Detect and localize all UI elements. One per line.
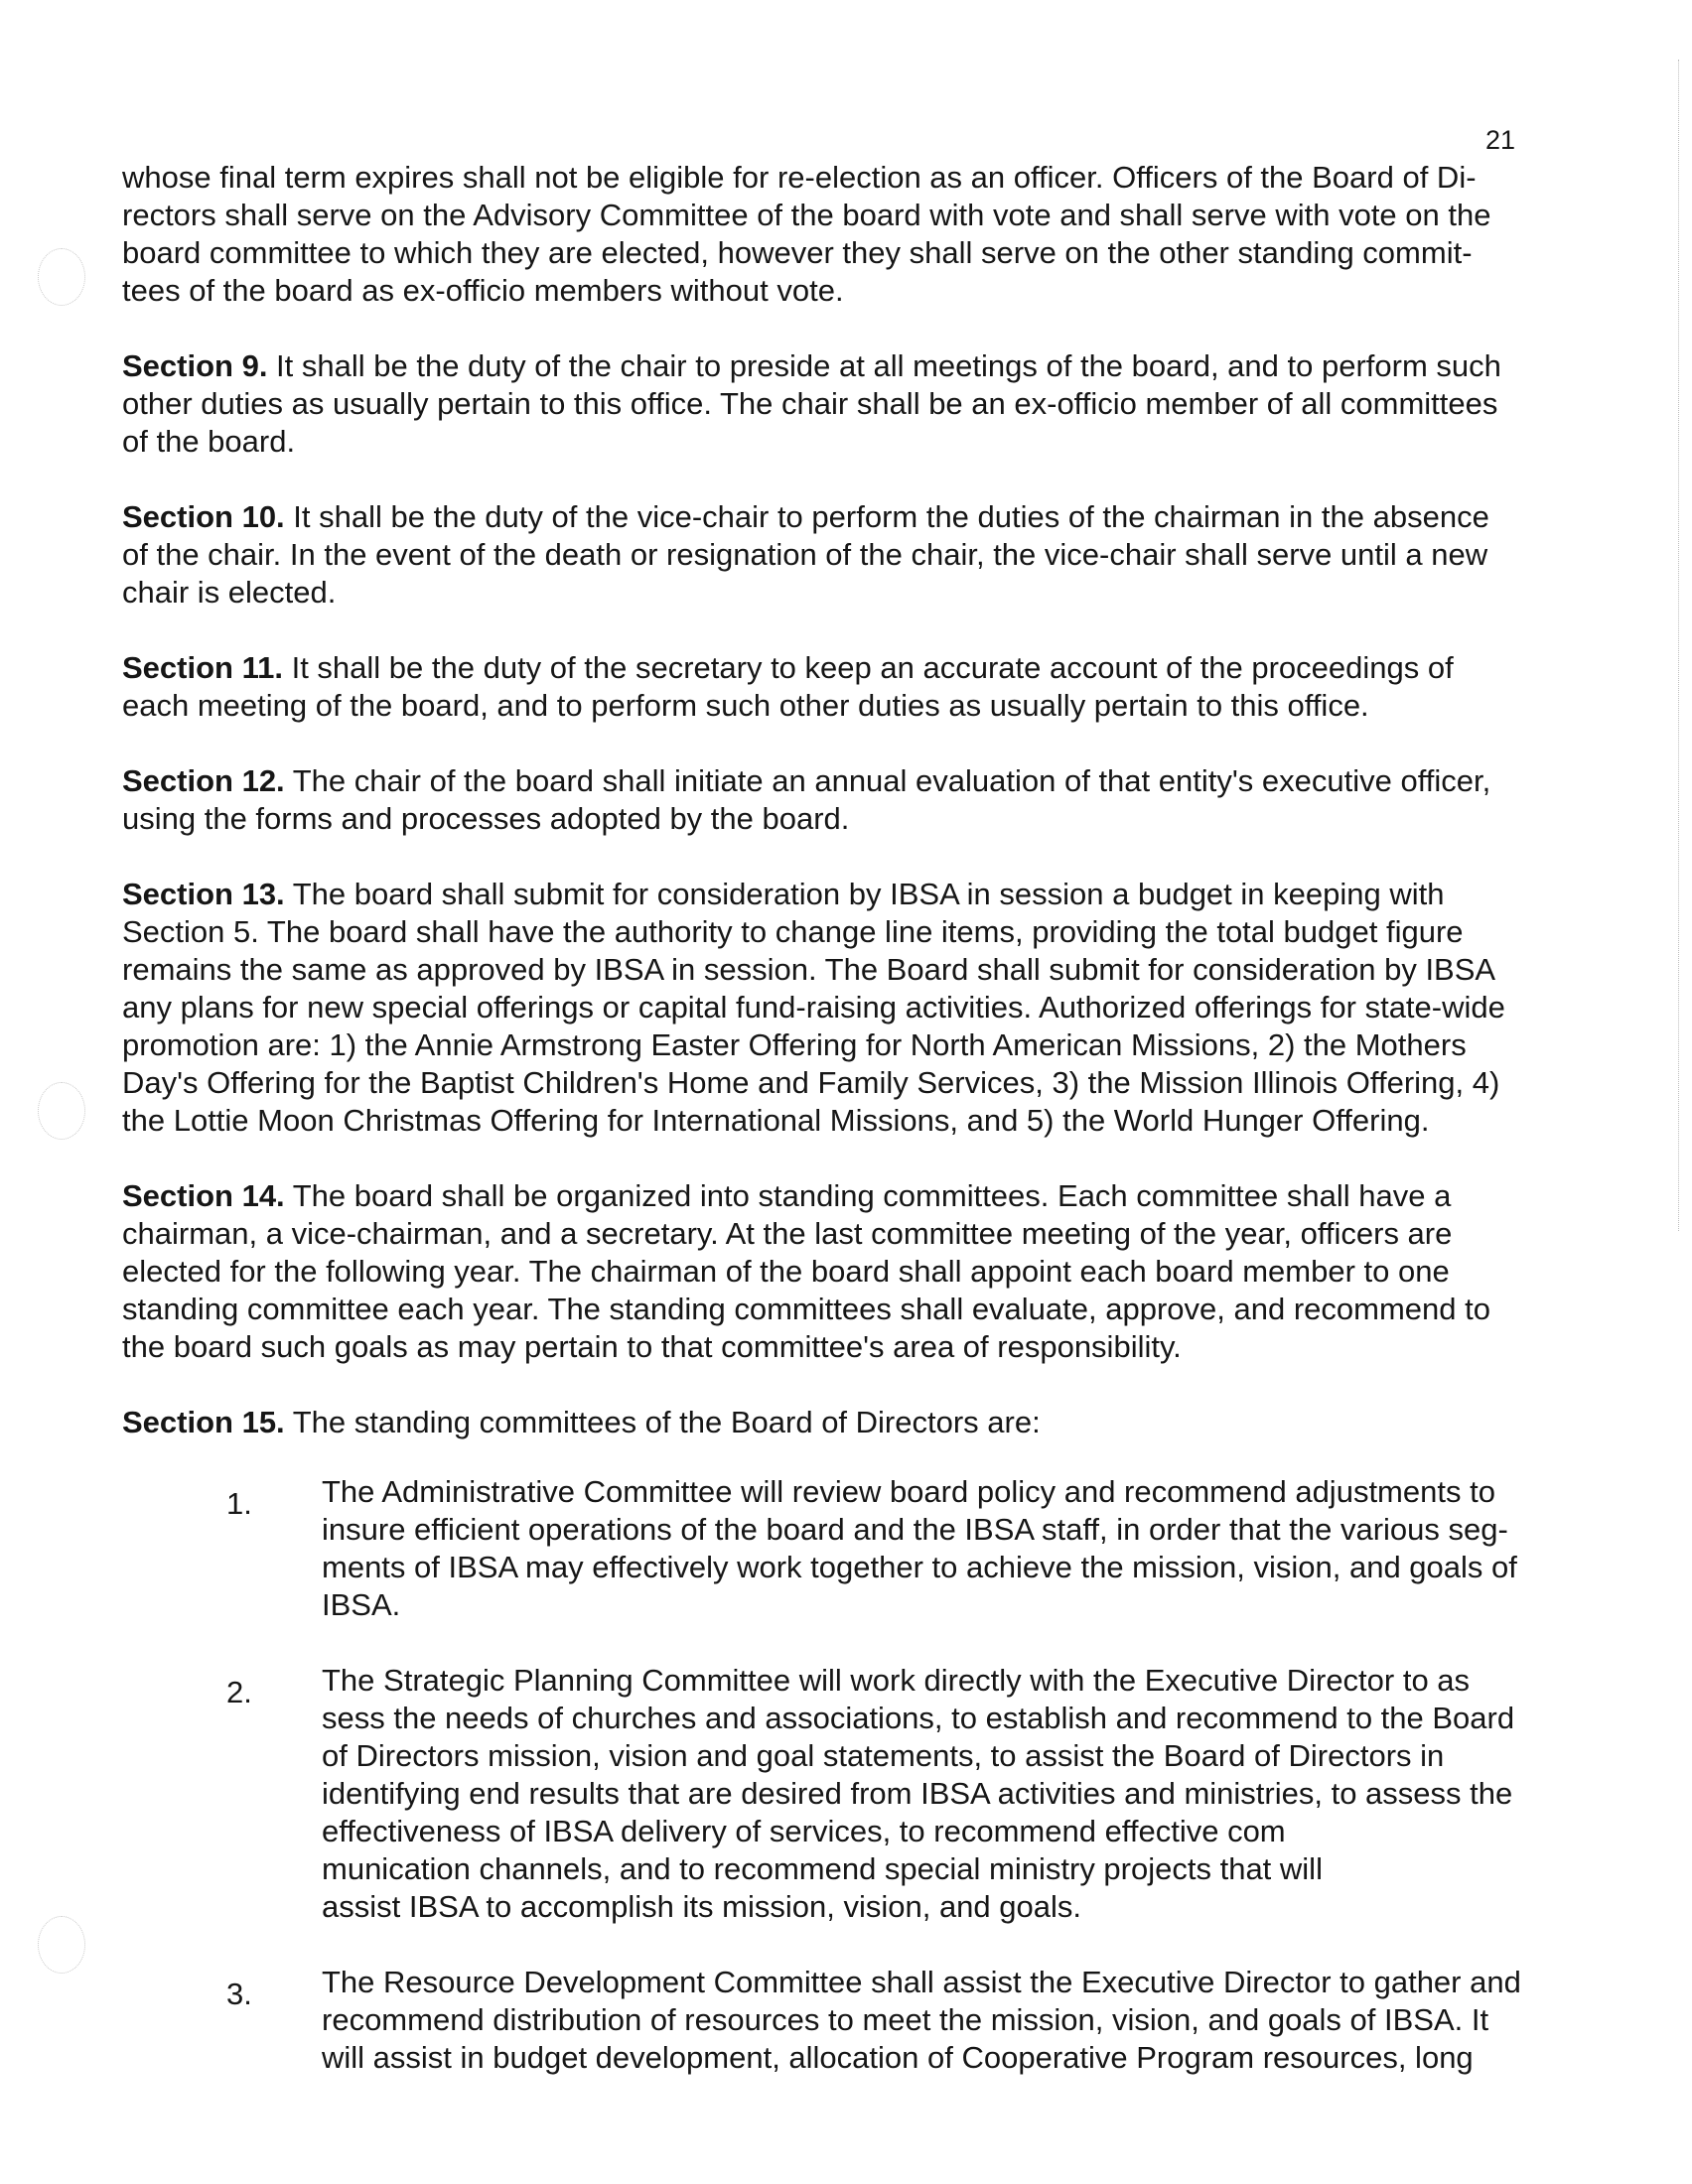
paragraph-continuation — [122, 159, 1532, 310]
text-line: The board shall submit for consideration by IBSA in session a budget in keeping with — [284, 877, 1445, 911]
text-line: insure efficient operations of the board and the IBSA staff, in order that the various seg- — [322, 1512, 1508, 1547]
text-line: Section 5. The board shall have the authority to change line items, providing the total budget figure — [122, 914, 1464, 949]
list-number: 2. — [226, 1675, 252, 1709]
text-line: recommend distribution of resources to meet the mission, vision, and goals of IBSA. It — [322, 2002, 1489, 2037]
text-line: whose final term expires shall not be eligible for re-election as an officer. Officers of the Board of Di- — [122, 160, 1477, 195]
text-line: each meeting of the board, and to perform such other duties as usually pertain to this office. — [122, 688, 1369, 723]
text-line: of the chair. In the event of the death or resignation of the chair, the vice-chair shall serve until a new — [122, 537, 1488, 572]
list-item — [122, 1662, 1532, 1926]
section-14 — [122, 1177, 1532, 1366]
section-label: Section 14. — [122, 1178, 285, 1213]
text-line: The Administrative Committee will review board policy and recommend adjustments to — [322, 1474, 1495, 1509]
text-line: assist IBSA to accomplish its mission, vision, and goals. — [322, 1889, 1081, 1924]
section-label: Section 12. — [122, 763, 285, 798]
section-13 — [122, 876, 1532, 1140]
text-line: munication channels, and to recommend special ministry projects that will — [322, 1851, 1323, 1886]
text-line: chair is elected. — [122, 575, 337, 610]
text-line: The Strategic Planning Committee will work directly with the Executive Director to as — [322, 1663, 1471, 1698]
list-item — [122, 1473, 1532, 1624]
text-line: other duties as usually pertain to this office. The chair shall be an ex-officio member of all committees — [122, 386, 1498, 421]
text-line: ments of IBSA may effectively work together to achieve the mission, vision, and goals of — [322, 1550, 1517, 1584]
scan-edge-line — [1678, 60, 1680, 1231]
text-line: of Directors mission, vision and goal statements, to assist the Board of Directors in — [322, 1738, 1445, 1773]
text-line: Day's Offering for the Baptist Children's Home and Family Services, 3) the Mission Illinois Offering, 4) — [122, 1065, 1500, 1100]
standing-committees-list — [122, 1473, 1532, 2077]
text-line: sess the needs of churches and associations, to establish and recommend to the Board — [322, 1701, 1515, 1735]
section-label: Section 15. — [122, 1405, 285, 1439]
section-label: Section 10. — [122, 499, 285, 534]
text-line: The chair of the board shall initiate an annual evaluation of that entity's executive officer, — [284, 763, 1491, 798]
list-item — [122, 1964, 1532, 2077]
text-line: rectors shall serve on the Advisory Committee of the board with vote and shall serve with vote on the — [122, 198, 1491, 232]
text-line: tees of the board as ex-officio members without vote. — [122, 273, 844, 308]
text-line: It shall be the duty of the secretary to keep an accurate account of the proceedings of — [282, 650, 1454, 685]
text-line: It shall be the duty of the vice-chair to perform the duties of the chairman in the absence — [284, 499, 1489, 534]
section-9 — [122, 347, 1532, 461]
text-line: the Lottie Moon Christmas Offering for International Missions, and 5) the World Hunger Offering. — [122, 1103, 1430, 1138]
text-line: IBSA. — [322, 1587, 401, 1622]
text-line: the board such goals as may pertain to that committee's area of responsibility. — [122, 1329, 1182, 1364]
document-body — [122, 159, 1532, 2115]
text-line: board committee to which they are elected, however they shall serve on the other standing commit- — [122, 235, 1473, 270]
text-line: identifying end results that are desired from IBSA activities and ministries, to assess the — [322, 1776, 1513, 1811]
text-line: The board shall be organized into standing committees. Each committee shall have a — [284, 1178, 1452, 1213]
text-line: any plans for new special offerings or capital fund-raising activities. Authorized offerings for state-wide — [122, 990, 1505, 1024]
text-line: remains the same as approved by IBSA in session. The Board shall submit for consideration by IBSA — [122, 952, 1496, 987]
section-12 — [122, 762, 1532, 838]
section-label: Section 11. — [122, 650, 283, 685]
punch-hole-bottom — [38, 1916, 85, 1974]
text-line: using the forms and processes adopted by the board. — [122, 801, 850, 836]
text-line: The standing committees of the Board of Directors are: — [284, 1405, 1041, 1439]
section-10 — [122, 498, 1532, 612]
text-line: The Resource Development Committee shall assist the Executive Director to gather and — [322, 1965, 1521, 1999]
punch-hole-middle — [38, 1082, 85, 1140]
text-line: elected for the following year. The chairman of the board shall appoint each board member to one — [122, 1254, 1450, 1289]
text-line: promotion are: 1) the Annie Armstrong Easter Offering for North American Missions, 2) the Mothers — [122, 1027, 1467, 1062]
list-number: 1. — [226, 1486, 252, 1521]
list-number: 3. — [226, 1977, 252, 2011]
text-line: will assist in budget development, allocation of Cooperative Program resources, long — [322, 2040, 1474, 2075]
section-15 — [122, 1404, 1532, 1441]
text-line: chairman, a vice-chairman, and a secretary. At the last committee meeting of the year, officers are — [122, 1216, 1453, 1251]
page-number: 21 — [1485, 125, 1516, 155]
text-line: standing committee each year. The standing committees shall evaluate, approve, and recommend to — [122, 1292, 1490, 1326]
text-line: of the board. — [122, 424, 296, 459]
section-label: Section 13. — [122, 877, 285, 911]
section-label: Section 9. — [122, 348, 268, 383]
text-line: effectiveness of IBSA delivery of services, to recommend effective com — [322, 1814, 1286, 1848]
punch-hole-top — [38, 248, 85, 306]
section-11 — [122, 649, 1532, 725]
text-line: It shall be the duty of the chair to preside at all meetings of the board, and to perform such — [267, 348, 1501, 383]
